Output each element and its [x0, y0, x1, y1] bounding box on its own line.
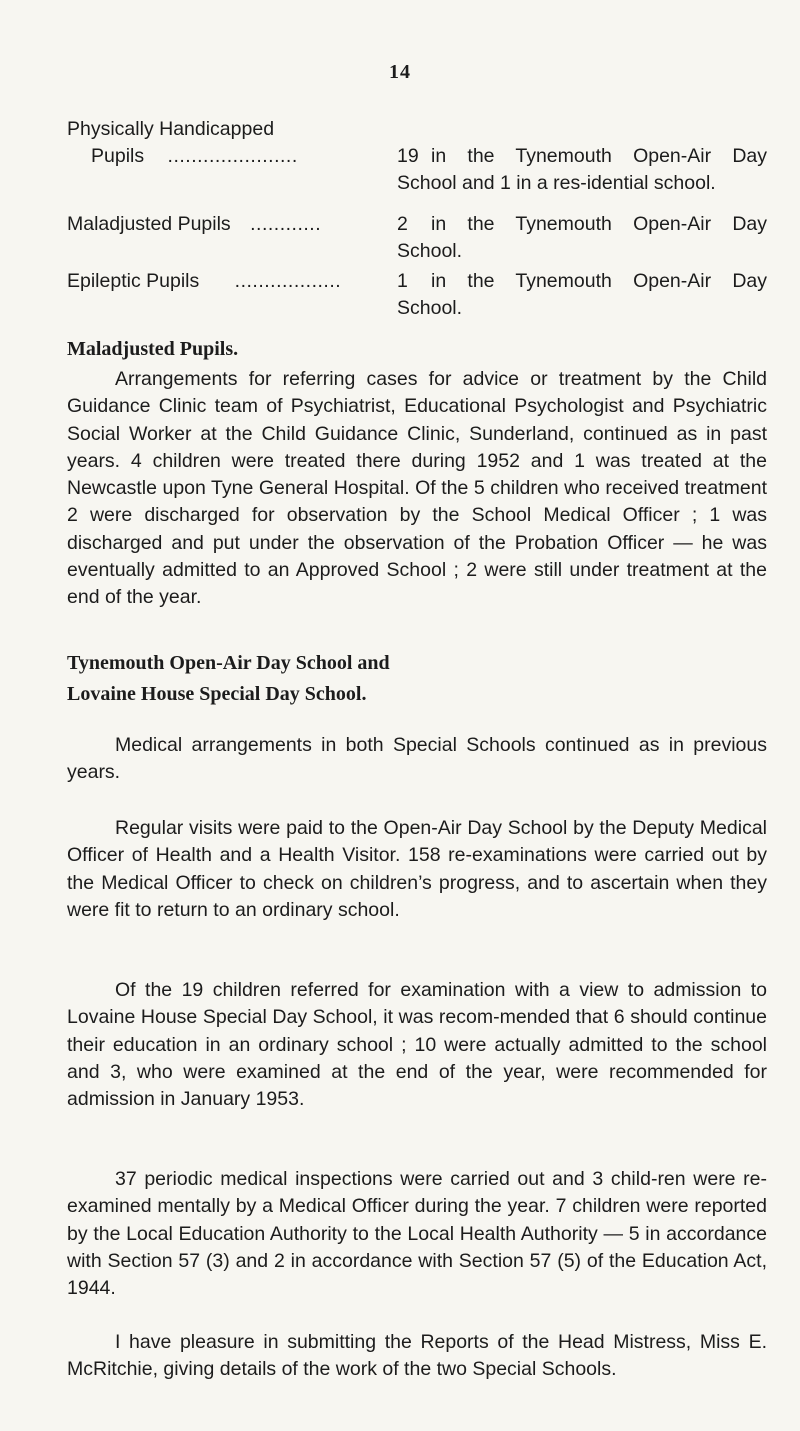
placement-label-line1: Maladjusted Pupils [67, 213, 231, 235]
leader-dots: ............ [250, 213, 322, 235]
placement-label-line2: Pupils [91, 145, 145, 167]
section-heading-special-schools-line1: Tynemouth Open-Air Day School and [67, 652, 390, 674]
placements-table [67, 116, 767, 325]
placement-count: 2 [397, 213, 408, 235]
placement-row [67, 211, 767, 268]
placement-label [67, 268, 397, 295]
paragraph-periodic-inspections: 37 periodic medical inspections were carried out and 3 child-ren were re-examined mentally by a Medical Officer during the year. 7 children were reported by the Local Education Authority to the Local Health Authority — 5 in accordance with Section 57 (3) and 2 in accordance with Section 57 (5) of the Education Act, 1944. [67, 1168, 767, 1300]
placement-row [67, 268, 767, 325]
paragraph-reports: I have pleasure in submitting the Reports of the Head Mistress, Miss E. McRitchie, giving details of the work of the two Special Schools. [67, 1331, 767, 1381]
placement-value [397, 211, 767, 265]
placement-label-line1: Physically Handicapped [67, 118, 275, 140]
section-heading-maladjusted: Maladjusted Pupils. [67, 338, 239, 360]
placement-label [67, 116, 397, 170]
section-heading-special-schools-line2: Lovaine House Special Day School. [67, 683, 367, 705]
placement-text: in the Tynemouth Open-Air Day School and 1 in a res-idential school. [397, 145, 767, 194]
placement-label [67, 211, 397, 238]
paragraph-medical-arrangements: Medical arrangements in both Special Schools continued as in previous years. [67, 734, 767, 784]
leader-dots: .................. [234, 270, 342, 292]
paragraph-maladjusted: Arrangements for referring cases for advice or treatment by the Child Guidance Clinic team of Psychiatrist, Educational Psychologist and Psychiatric Social Worker at the Child Guidance Clinic, Sunderland, continued as in past years. 4 children were treated there during 1952 and 1 was treated at the Newcastle upon Tyne General Hospital. Of the 5 children who received treatment 2 were discharged for observation by the School Medical Officer ; 1 was discharged and put under the observation of the Probation Officer — he was eventually admitted to an Approved School ; 2 were still under treatment at the end of the year. [67, 368, 767, 609]
leader-dots: ...................... [167, 145, 298, 167]
placement-row [67, 116, 767, 197]
placement-count: 1 [397, 270, 408, 292]
page-number: 14 [389, 61, 411, 83]
placement-text: in the Tynemouth Open-Air Day School. [397, 270, 767, 319]
paragraph-regular-visits: Regular visits were paid to the Open-Air Day School by the Deputy Medical Officer of Health and a Health Visitor. 158 re-examinations were carried out by the Medical Officer to check on children’s progress, and to ascertain when they were fit to return to an ordinary school. [67, 817, 767, 921]
placement-text: in the Tynemouth Open-Air Day School. [397, 213, 767, 262]
placement-count: 19 [397, 145, 419, 167]
placement-label-line1: Epileptic Pupils [67, 270, 200, 292]
placement-value [397, 116, 767, 197]
placement-value [397, 268, 767, 322]
paragraph-referrals: Of the 19 children referred for examination with a view to admission to Lovaine House Special Day School, it was recom-mended that 6 should continue their education in an ordinary school ; 10 were actually admitted to the school and 3, who were examined at the end of the year, were recommended for admission in January 1953. [67, 979, 767, 1111]
